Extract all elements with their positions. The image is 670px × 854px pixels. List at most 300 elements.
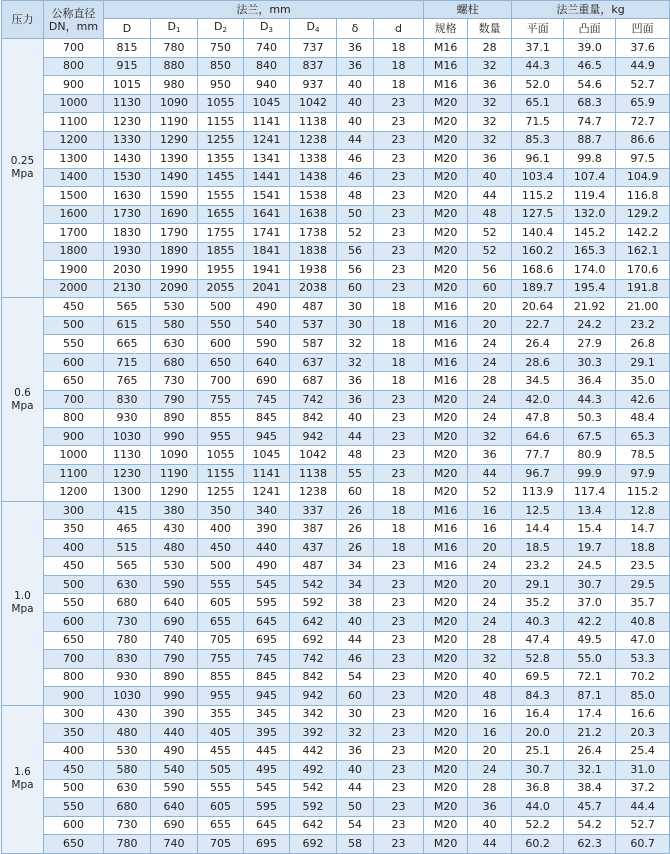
cell-convex: 32.1 bbox=[564, 761, 616, 780]
cell-concave: 44.9 bbox=[616, 57, 670, 76]
cell-flat: 14.4 bbox=[512, 520, 564, 539]
table-row bbox=[2, 390, 670, 409]
cell-qty: 32 bbox=[468, 427, 512, 446]
cell-dn: 1100 bbox=[44, 464, 104, 483]
cell-convex: 99.9 bbox=[564, 464, 616, 483]
cell-D1: 890 bbox=[151, 668, 198, 687]
cell-D1: 530 bbox=[151, 557, 198, 576]
cell-D1: 1390 bbox=[151, 150, 198, 169]
cell-d: 23 bbox=[374, 835, 424, 854]
cell-flat: 160.2 bbox=[512, 242, 564, 261]
cell-d: 18 bbox=[374, 76, 424, 95]
cell-concave: 35.7 bbox=[616, 594, 670, 613]
cell-concave: 18.8 bbox=[616, 538, 670, 557]
table-row bbox=[2, 205, 670, 224]
cell-d: 23 bbox=[374, 575, 424, 594]
weight-group-header: 法兰重量，kg bbox=[512, 1, 670, 19]
table-row bbox=[2, 446, 670, 465]
cell-delta: 26 bbox=[337, 538, 374, 557]
cell-D: 1530 bbox=[104, 168, 151, 187]
table-row bbox=[2, 187, 670, 206]
cell-concave: 170.6 bbox=[616, 261, 670, 280]
cell-D4: 1042 bbox=[290, 446, 337, 465]
cell-flat: 40.3 bbox=[512, 612, 564, 631]
cell-d: 23 bbox=[374, 187, 424, 206]
cell-concave: 191.8 bbox=[616, 279, 670, 298]
cell-concave: 52.7 bbox=[616, 816, 670, 835]
cell-convex: 165.3 bbox=[564, 242, 616, 261]
cell-delta: 38 bbox=[337, 594, 374, 613]
cell-D4: 637 bbox=[290, 353, 337, 372]
cell-D1: 740 bbox=[151, 835, 198, 854]
cell-flat: 52.8 bbox=[512, 650, 564, 669]
cell-d: 23 bbox=[374, 557, 424, 576]
cell-delta: 60 bbox=[337, 483, 374, 502]
table-row bbox=[2, 705, 670, 724]
cell-dn: 400 bbox=[44, 742, 104, 761]
col-header-D4: $D_4$ bbox=[290, 19, 337, 39]
cell-flat: 60.2 bbox=[512, 835, 564, 854]
cell-D3: 595 bbox=[244, 798, 290, 817]
cell-D4: 542 bbox=[290, 575, 337, 594]
cell-D3: 490 bbox=[244, 557, 290, 576]
cell-spec: M16 bbox=[424, 298, 468, 317]
cell-D3: 545 bbox=[244, 575, 290, 594]
cell-concave: 115.2 bbox=[616, 483, 670, 502]
cell-D2: 1555 bbox=[198, 187, 244, 206]
cell-D1: 740 bbox=[151, 631, 198, 650]
cell-concave: 23.5 bbox=[616, 557, 670, 576]
cell-dn: 650 bbox=[44, 372, 104, 391]
cell-flat: 96.7 bbox=[512, 464, 564, 483]
cell-dn: 1800 bbox=[44, 242, 104, 261]
cell-dn: 800 bbox=[44, 668, 104, 687]
cell-D4: 542 bbox=[290, 779, 337, 798]
cell-convex: 27.9 bbox=[564, 335, 616, 354]
cell-spec: M20 bbox=[424, 187, 468, 206]
cell-concave: 20.3 bbox=[616, 724, 670, 743]
cell-dn: 600 bbox=[44, 816, 104, 835]
cell-qty: 52 bbox=[468, 483, 512, 502]
cell-convex: 30.7 bbox=[564, 575, 616, 594]
cell-qty: 48 bbox=[468, 205, 512, 224]
cell-D3: 1341 bbox=[244, 150, 290, 169]
cell-D2: 955 bbox=[198, 687, 244, 706]
cell-qty: 16 bbox=[468, 501, 512, 520]
cell-qty: 36 bbox=[468, 798, 512, 817]
cell-D: 680 bbox=[104, 594, 151, 613]
cell-D: 680 bbox=[104, 798, 151, 817]
cell-convex: 39.0 bbox=[564, 39, 616, 58]
cell-delta: 40 bbox=[337, 76, 374, 95]
cell-D2: 655 bbox=[198, 816, 244, 835]
cell-flat: 52.0 bbox=[512, 76, 564, 95]
cell-D1: 590 bbox=[151, 779, 198, 798]
cell-convex: 132.0 bbox=[564, 205, 616, 224]
cell-flat: 36.8 bbox=[512, 779, 564, 798]
cell-D: 715 bbox=[104, 353, 151, 372]
cell-D: 1730 bbox=[104, 205, 151, 224]
cell-spec: M20 bbox=[424, 150, 468, 169]
cell-dn: 450 bbox=[44, 557, 104, 576]
cell-spec: M20 bbox=[424, 427, 468, 446]
cell-dn: 650 bbox=[44, 631, 104, 650]
cell-D4: 1042 bbox=[290, 94, 337, 113]
cell-spec: M20 bbox=[424, 779, 468, 798]
cell-D2: 955 bbox=[198, 427, 244, 446]
cell-dn: 300 bbox=[44, 501, 104, 520]
cell-dn: 550 bbox=[44, 594, 104, 613]
table-row bbox=[2, 631, 670, 650]
cell-d: 18 bbox=[374, 353, 424, 372]
table-row bbox=[2, 113, 670, 132]
cell-D2: 755 bbox=[198, 650, 244, 669]
table-row bbox=[2, 538, 670, 557]
cell-D4: 642 bbox=[290, 816, 337, 835]
cell-convex: 37.0 bbox=[564, 594, 616, 613]
cell-D3: 845 bbox=[244, 668, 290, 687]
cell-d: 18 bbox=[374, 57, 424, 76]
cell-delta: 46 bbox=[337, 168, 374, 187]
cell-D4: 687 bbox=[290, 372, 337, 391]
cell-qty: 24 bbox=[468, 557, 512, 576]
cell-delta: 55 bbox=[337, 464, 374, 483]
table-row bbox=[2, 150, 670, 169]
cell-D3: 695 bbox=[244, 835, 290, 854]
cell-dn: 900 bbox=[44, 687, 104, 706]
cell-D1: 990 bbox=[151, 427, 198, 446]
cell-concave: 23.2 bbox=[616, 316, 670, 335]
cell-D3: 390 bbox=[244, 520, 290, 539]
col-header-D1: $D_1$ bbox=[151, 19, 198, 39]
cell-D1: 380 bbox=[151, 501, 198, 520]
cell-qty: 20 bbox=[468, 575, 512, 594]
cell-qty: 24 bbox=[468, 409, 512, 428]
cell-D3: 1241 bbox=[244, 483, 290, 502]
cell-D3: 540 bbox=[244, 316, 290, 335]
cell-d: 23 bbox=[374, 742, 424, 761]
cell-qty: 40 bbox=[468, 668, 512, 687]
cell-concave: 21.00 bbox=[616, 298, 670, 317]
cell-flat: 26.4 bbox=[512, 335, 564, 354]
cell-D3: 940 bbox=[244, 76, 290, 95]
cell-spec: M20 bbox=[424, 224, 468, 243]
cell-D2: 1955 bbox=[198, 261, 244, 280]
cell-D2: 450 bbox=[198, 538, 244, 557]
cell-D1: 440 bbox=[151, 724, 198, 743]
cell-delta: 34 bbox=[337, 557, 374, 576]
cell-D: 815 bbox=[104, 39, 151, 58]
cell-D3: 1741 bbox=[244, 224, 290, 243]
cell-D4: 587 bbox=[290, 335, 337, 354]
cell-dn: 1000 bbox=[44, 94, 104, 113]
cell-D: 780 bbox=[104, 835, 151, 854]
cell-concave: 37.6 bbox=[616, 39, 670, 58]
col-header-D2: $D_2$ bbox=[198, 19, 244, 39]
cell-D4: 1238 bbox=[290, 483, 337, 502]
table-header bbox=[2, 1, 670, 39]
cell-spec: M20 bbox=[424, 205, 468, 224]
cell-spec: M20 bbox=[424, 668, 468, 687]
cell-concave: 86.6 bbox=[616, 131, 670, 150]
cell-d: 23 bbox=[374, 409, 424, 428]
cell-qty: 48 bbox=[468, 687, 512, 706]
cell-D: 830 bbox=[104, 390, 151, 409]
cell-convex: 17.4 bbox=[564, 705, 616, 724]
cell-D: 1830 bbox=[104, 224, 151, 243]
cell-D2: 605 bbox=[198, 594, 244, 613]
cell-flat: 23.2 bbox=[512, 557, 564, 576]
cell-qty: 44 bbox=[468, 464, 512, 483]
cell-D4: 692 bbox=[290, 835, 337, 854]
cell-flat: 71.5 bbox=[512, 113, 564, 132]
cell-flat: 140.4 bbox=[512, 224, 564, 243]
cell-flat: 189.7 bbox=[512, 279, 564, 298]
cell-dn: 600 bbox=[44, 353, 104, 372]
cell-D4: 1238 bbox=[290, 131, 337, 150]
col-header-d: d bbox=[374, 19, 424, 39]
cell-D2: 1055 bbox=[198, 446, 244, 465]
cell-dn: 500 bbox=[44, 575, 104, 594]
cell-d: 18 bbox=[374, 501, 424, 520]
cell-delta: 54 bbox=[337, 668, 374, 687]
cell-d: 18 bbox=[374, 298, 424, 317]
pressure-value: 0.6 bbox=[14, 386, 31, 399]
cell-qty: 16 bbox=[468, 520, 512, 539]
cell-spec: M20 bbox=[424, 279, 468, 298]
pressure-unit: Mpa bbox=[11, 779, 34, 792]
cell-D2: 555 bbox=[198, 575, 244, 594]
cell-D3: 745 bbox=[244, 650, 290, 669]
cell-spec: M20 bbox=[424, 742, 468, 761]
cell-D3: 845 bbox=[244, 409, 290, 428]
cell-concave: 65.9 bbox=[616, 94, 670, 113]
cell-D4: 942 bbox=[290, 687, 337, 706]
cell-qty: 28 bbox=[468, 779, 512, 798]
table-row bbox=[2, 316, 670, 335]
cell-flat: 20.0 bbox=[512, 724, 564, 743]
table-row bbox=[2, 557, 670, 576]
cell-spec: M20 bbox=[424, 631, 468, 650]
cell-qty: 24 bbox=[468, 353, 512, 372]
cell-spec: M16 bbox=[424, 538, 468, 557]
table-row bbox=[2, 835, 670, 854]
cell-dn: 300 bbox=[44, 705, 104, 724]
table-row bbox=[2, 168, 670, 187]
cell-D3: 495 bbox=[244, 761, 290, 780]
cell-D1: 480 bbox=[151, 538, 198, 557]
cell-D4: 492 bbox=[290, 761, 337, 780]
cell-D4: 1438 bbox=[290, 168, 337, 187]
cell-D4: 1738 bbox=[290, 224, 337, 243]
cell-delta: 60 bbox=[337, 279, 374, 298]
cell-concave: 29.5 bbox=[616, 575, 670, 594]
cell-concave: 25.4 bbox=[616, 742, 670, 761]
cell-D1: 980 bbox=[151, 76, 198, 95]
cell-D2: 1255 bbox=[198, 483, 244, 502]
cell-D: 1015 bbox=[104, 76, 151, 95]
cell-D4: 442 bbox=[290, 742, 337, 761]
table-row bbox=[2, 520, 670, 539]
cell-dn: 800 bbox=[44, 409, 104, 428]
cell-flat: 44.3 bbox=[512, 57, 564, 76]
cell-D3: 490 bbox=[244, 298, 290, 317]
cell-D: 730 bbox=[104, 816, 151, 835]
cell-delta: 40 bbox=[337, 612, 374, 631]
cell-qty: 32 bbox=[468, 57, 512, 76]
cell-concave: 12.8 bbox=[616, 501, 670, 520]
cell-convex: 117.4 bbox=[564, 483, 616, 502]
cell-D2: 750 bbox=[198, 39, 244, 58]
cell-D2: 1055 bbox=[198, 94, 244, 113]
cell-delta: 40 bbox=[337, 409, 374, 428]
cell-qty: 28 bbox=[468, 39, 512, 58]
table-row bbox=[2, 409, 670, 428]
cell-flat: 22.7 bbox=[512, 316, 564, 335]
cell-dn: 1300 bbox=[44, 150, 104, 169]
cell-convex: 174.0 bbox=[564, 261, 616, 280]
cell-qty: 40 bbox=[468, 816, 512, 835]
cell-convex: 21.92 bbox=[564, 298, 616, 317]
cell-convex: 44.3 bbox=[564, 390, 616, 409]
cell-D1: 1590 bbox=[151, 187, 198, 206]
cell-spec: M20 bbox=[424, 687, 468, 706]
col-header-flat: 平面 bbox=[512, 19, 564, 39]
cell-spec: M16 bbox=[424, 501, 468, 520]
cell-convex: 13.4 bbox=[564, 501, 616, 520]
flange-dimension-table bbox=[1, 0, 670, 854]
cell-concave: 97.5 bbox=[616, 150, 670, 169]
cell-D2: 1855 bbox=[198, 242, 244, 261]
cell-D: 430 bbox=[104, 705, 151, 724]
cell-D2: 1155 bbox=[198, 113, 244, 132]
cell-D2: 855 bbox=[198, 409, 244, 428]
cell-delta: 26 bbox=[337, 520, 374, 539]
cell-D2: 655 bbox=[198, 612, 244, 631]
cell-concave: 60.7 bbox=[616, 835, 670, 854]
cell-d: 18 bbox=[374, 483, 424, 502]
cell-qty: 40 bbox=[468, 168, 512, 187]
cell-convex: 42.2 bbox=[564, 612, 616, 631]
cell-D: 2030 bbox=[104, 261, 151, 280]
table-body bbox=[2, 39, 670, 854]
cell-dn: 600 bbox=[44, 612, 104, 631]
cell-flat: 113.9 bbox=[512, 483, 564, 502]
cell-D3: 595 bbox=[244, 594, 290, 613]
cell-concave: 14.7 bbox=[616, 520, 670, 539]
cell-D1: 690 bbox=[151, 612, 198, 631]
cell-convex: 19.7 bbox=[564, 538, 616, 557]
cell-D4: 1538 bbox=[290, 187, 337, 206]
cell-convex: 67.5 bbox=[564, 427, 616, 446]
dn-header-line2: DN，mm bbox=[48, 19, 99, 33]
cell-delta: 36 bbox=[337, 39, 374, 58]
cell-D3: 945 bbox=[244, 687, 290, 706]
pressure-header: 压力 bbox=[2, 1, 44, 39]
cell-D3: 1641 bbox=[244, 205, 290, 224]
cell-D4: 842 bbox=[290, 409, 337, 428]
table-row bbox=[2, 798, 670, 817]
cell-D1: 1090 bbox=[151, 446, 198, 465]
cell-spec: M20 bbox=[424, 390, 468, 409]
table-row bbox=[2, 76, 670, 95]
cell-qty: 60 bbox=[468, 279, 512, 298]
cell-D1: 640 bbox=[151, 798, 198, 817]
cell-spec: M16 bbox=[424, 39, 468, 58]
cell-D: 1030 bbox=[104, 427, 151, 446]
cell-dn: 2000 bbox=[44, 279, 104, 298]
cell-flat: 35.2 bbox=[512, 594, 564, 613]
cell-spec: M20 bbox=[424, 761, 468, 780]
cell-convex: 46.5 bbox=[564, 57, 616, 76]
cell-D4: 842 bbox=[290, 668, 337, 687]
cell-d: 23 bbox=[374, 168, 424, 187]
cell-convex: 88.7 bbox=[564, 131, 616, 150]
cell-convex: 24.2 bbox=[564, 316, 616, 335]
cell-convex: 45.7 bbox=[564, 798, 616, 817]
cell-D1: 1490 bbox=[151, 168, 198, 187]
cell-concave: 44.4 bbox=[616, 798, 670, 817]
cell-spec: M20 bbox=[424, 131, 468, 150]
cell-D: 615 bbox=[104, 316, 151, 335]
table-row bbox=[2, 668, 670, 687]
cell-delta: 52 bbox=[337, 224, 374, 243]
cell-flat: 127.5 bbox=[512, 205, 564, 224]
table-row bbox=[2, 501, 670, 520]
cell-D2: 705 bbox=[198, 835, 244, 854]
cell-delta: 48 bbox=[337, 187, 374, 206]
cell-spec: M20 bbox=[424, 798, 468, 817]
cell-spec: M20 bbox=[424, 724, 468, 743]
cell-D: 630 bbox=[104, 575, 151, 594]
cell-D: 930 bbox=[104, 668, 151, 687]
cell-D3: 1141 bbox=[244, 464, 290, 483]
cell-D3: 1841 bbox=[244, 242, 290, 261]
cell-D: 465 bbox=[104, 520, 151, 539]
cell-d: 23 bbox=[374, 687, 424, 706]
cell-D3: 590 bbox=[244, 335, 290, 354]
cell-dn: 700 bbox=[44, 390, 104, 409]
cell-delta: 32 bbox=[337, 353, 374, 372]
cell-D: 580 bbox=[104, 761, 151, 780]
cell-concave: 53.3 bbox=[616, 650, 670, 669]
cell-qty: 32 bbox=[468, 113, 512, 132]
cell-delta: 44 bbox=[337, 779, 374, 798]
cell-convex: 38.4 bbox=[564, 779, 616, 798]
cell-convex: 80.9 bbox=[564, 446, 616, 465]
cell-concave: 129.2 bbox=[616, 205, 670, 224]
cell-D: 1430 bbox=[104, 150, 151, 169]
cell-spec: M20 bbox=[424, 113, 468, 132]
cell-concave: 116.8 bbox=[616, 187, 670, 206]
cell-qty: 20 bbox=[468, 316, 512, 335]
cell-qty: 24 bbox=[468, 390, 512, 409]
cell-convex: 145.2 bbox=[564, 224, 616, 243]
cell-D4: 1138 bbox=[290, 113, 337, 132]
cell-spec: M20 bbox=[424, 261, 468, 280]
cell-D3: 1941 bbox=[244, 261, 290, 280]
cell-concave: 48.4 bbox=[616, 409, 670, 428]
cell-D3: 840 bbox=[244, 57, 290, 76]
cell-flat: 168.6 bbox=[512, 261, 564, 280]
cell-D2: 1255 bbox=[198, 131, 244, 150]
cell-D: 780 bbox=[104, 631, 151, 650]
cell-flat: 69.5 bbox=[512, 668, 564, 687]
cell-d: 23 bbox=[374, 612, 424, 631]
col-header-D3: $D_3$ bbox=[244, 19, 290, 39]
cell-D2: 2055 bbox=[198, 279, 244, 298]
table-row bbox=[2, 816, 670, 835]
